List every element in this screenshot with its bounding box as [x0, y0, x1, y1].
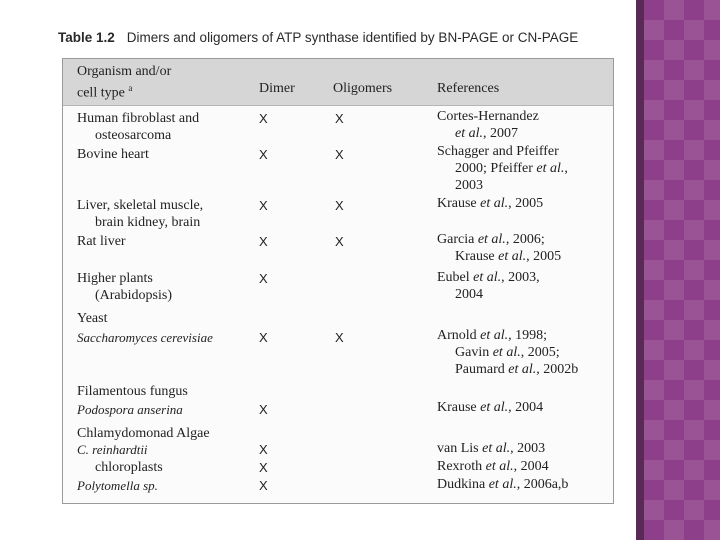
row-8c-ref-author: Dudkina: [437, 477, 489, 492]
row-8c-organism: Polytomella sp.: [77, 478, 158, 493]
row-7-ref-year: , 2004: [508, 400, 544, 415]
row-2-ref-line2: 2000; Pfeiffer: [455, 161, 537, 176]
row-4-ref-etal1: et al.: [477, 232, 506, 247]
row-6-group: Yeast: [77, 311, 108, 326]
row-5-organism-line1: Higher plants: [77, 271, 153, 286]
row-3-ref-author: Krause: [437, 196, 481, 211]
row-4-ref-year1: , 2006;: [505, 232, 545, 247]
row-1-references: [437, 108, 539, 142]
row-6-oligomers: X: [335, 330, 344, 345]
data-table: [62, 58, 614, 504]
row-8a-ref-etal: et al.: [482, 441, 511, 456]
row-8b-ref-etal: et al.: [485, 459, 514, 474]
row-7-ref-etal: et al.: [480, 400, 509, 415]
row-1-oligomers: X: [335, 111, 344, 126]
row-5-ref-author: Eubel: [437, 270, 474, 285]
row-6-dimer: X: [259, 330, 268, 345]
row-1-dimer: X: [259, 111, 268, 126]
row-3-dimer: X: [259, 198, 268, 213]
row-8b-dimer: X: [259, 460, 268, 475]
row-6-organism: Saccharomyces cerevisiae: [77, 330, 213, 345]
row-7-organism: Podospora anserina: [77, 402, 183, 417]
row-2-ref-etal: et al.: [536, 161, 565, 176]
row-1-organism-line1: Human fibroblast and: [77, 111, 200, 126]
decorative-side-band: [644, 0, 720, 540]
row-5-ref-year2: 2004: [455, 287, 483, 302]
table-header: [63, 59, 613, 106]
row-3-references: [437, 195, 543, 212]
row-1-organism: [77, 110, 199, 144]
row-1-ref-year: , 2007: [483, 126, 518, 141]
header-references: References: [437, 81, 500, 96]
row-8b-references: [437, 458, 549, 475]
row-3-organism: [77, 197, 203, 231]
row-2-oligomers: X: [335, 147, 344, 162]
row-6-ref-etal1: et al.: [480, 328, 509, 343]
header-organism-line1: Organism and/or: [77, 64, 172, 79]
row-6-ref-etal3: et al.: [508, 362, 537, 377]
row-8a-organism: C. reinhardtii: [77, 442, 148, 457]
row-6-ref-author2: Gavin: [455, 345, 493, 360]
header-oligomers: Oligomers: [333, 81, 393, 96]
row-4-dimer: X: [259, 234, 268, 249]
row-2-ref-line1: Schagger and Pfeiffer: [437, 144, 559, 159]
header-dimer: Dimer: [259, 81, 295, 96]
header-organism-line2: cell type: [77, 85, 125, 101]
row-6-ref-year1: , 1998;: [508, 328, 548, 343]
row-8-group: Chlamydomonad Algae: [77, 426, 210, 441]
row-5-organism: [77, 270, 172, 304]
row-4-ref-author1: Garcia: [437, 232, 478, 247]
row-8c-dimer: X: [259, 478, 268, 493]
decorative-band-edge: [636, 0, 644, 540]
row-4-ref-author2: Krause: [455, 249, 499, 264]
row-8a-references: [437, 440, 545, 457]
row-3-ref-etal: et al.: [480, 196, 509, 211]
row-4-organism: Rat liver: [77, 234, 126, 249]
row-2-ref-comma: ,: [564, 161, 568, 176]
row-5-ref-etal: et al.: [473, 270, 502, 285]
row-6-ref-year2: , 2005;: [520, 345, 560, 360]
row-5-references: [437, 269, 540, 303]
row-2-dimer: X: [259, 147, 268, 162]
row-4-ref-year2: , 2005: [526, 249, 562, 264]
row-8b-ref-author: Rexroth: [437, 459, 486, 474]
table-number: Table 1.2: [58, 30, 115, 45]
row-8b-ref-year: , 2004: [513, 459, 549, 474]
row-7-dimer: X: [259, 402, 268, 417]
row-8a-ref-author: van Lis: [437, 441, 483, 456]
row-8a-ref-year: , 2003: [510, 441, 546, 456]
row-3-oligomers: X: [335, 198, 344, 213]
row-6-references: [437, 327, 578, 378]
row-1-ref-etal: et al.: [455, 126, 483, 141]
row-1-ref-line1: Cortes-Hernandez: [437, 109, 539, 124]
row-6-ref-author3: Paumard: [455, 362, 509, 377]
row-3-ref-year: , 2005: [508, 196, 544, 211]
row-8b-organism: chloroplasts: [95, 460, 163, 475]
table-title: [58, 30, 628, 45]
row-2-organism: Bovine heart: [77, 147, 149, 162]
row-7-references: [437, 399, 543, 416]
row-3-organism-line1: Liver, skeletal muscle,: [77, 198, 204, 213]
row-4-references: [437, 231, 561, 265]
row-4-ref-etal2: et al.: [498, 249, 527, 264]
row-7-group: Filamentous fungus: [77, 384, 188, 399]
row-1-organism-line2: osteosarcoma: [95, 128, 172, 143]
row-2-ref-line3: 2003: [455, 178, 483, 193]
row-6-ref-author1: Arnold: [437, 328, 481, 343]
row-5-organism-line2: (Arabidopsis): [95, 288, 172, 303]
row-6-ref-year3: , 2002b: [536, 362, 579, 377]
row-8a-dimer: X: [259, 442, 268, 457]
row-8c-ref-year: , 2006a,b: [516, 477, 569, 492]
header-organism: [77, 64, 171, 102]
header-organism-footnote: a: [128, 83, 133, 93]
row-5-ref-year1: , 2003,: [501, 270, 540, 285]
row-5-dimer: X: [259, 271, 268, 286]
table-caption: Dimers and oligomers of ATP synthase identified by BN-PAGE or CN-PAGE: [126, 30, 579, 45]
row-4-oligomers: X: [335, 234, 344, 249]
row-8c-ref-etal: et al.: [488, 477, 517, 492]
row-7-ref-author: Krause: [437, 400, 481, 415]
row-8c-references: [437, 476, 568, 493]
row-6-ref-etal2: et al.: [492, 345, 521, 360]
row-2-references: [437, 143, 568, 194]
row-3-organism-line2: brain kidney, brain: [95, 215, 201, 230]
